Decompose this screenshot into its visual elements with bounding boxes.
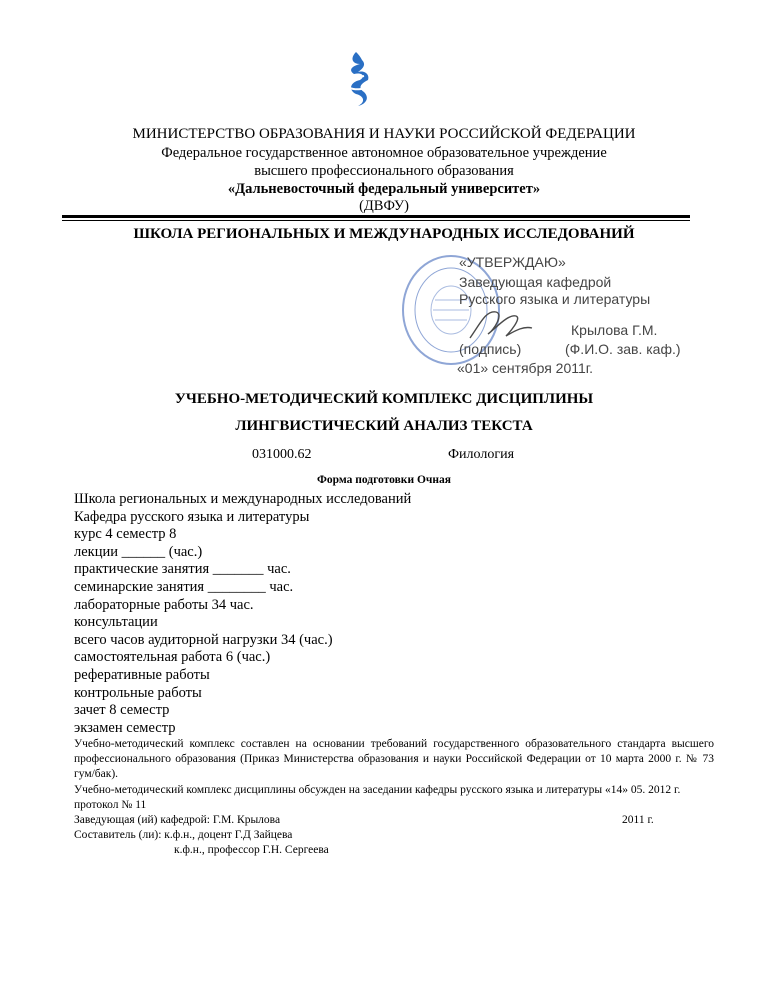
info-line: консультации xyxy=(74,614,158,631)
ministry-name: МИНИСТЕРСТВО ОБРАЗОВАНИЯ И НАУКИ РОССИЙСКОЙ ФЕДЕРАЦИИ xyxy=(132,126,636,142)
author-line-1: Составитель (ли): к.ф.н., доцент Г.Д Зайцева xyxy=(74,829,293,841)
info-line: контрольные работы xyxy=(74,684,202,701)
program-code: 031000.62 xyxy=(252,447,312,462)
approval-block xyxy=(395,246,715,386)
handwritten-signature-icon xyxy=(466,304,536,344)
specialty-name: Филология xyxy=(448,447,515,462)
info-line: семинарские занятия ________ час. xyxy=(74,578,294,595)
approval-head-name: Крылова Г.М. xyxy=(571,322,658,338)
name-caption: (Ф.И.О. зав. каф.) xyxy=(565,341,681,357)
basis-note: Учебно-методический комплекс составлен на основании требований государственного образовательного стандарта высшего профессионального образования (Приказ Министерства образования и науки Российской Федерации от 10 марта 2000 г. № 73 гум/бак). xyxy=(74,738,714,780)
header-divider-thin xyxy=(62,220,690,221)
info-line: экзамен семестр xyxy=(74,719,176,736)
info-line: самостоятельная работа 6 (час.) xyxy=(74,649,271,666)
education-level: высшего профессионального образования xyxy=(254,163,514,179)
school-name: ШКОЛА РЕГИОНАЛЬНЫХ И МЕЖДУНАРОДНЫХ ИССЛЕДОВАНИЙ xyxy=(133,226,635,242)
info-line: реферативные работы xyxy=(74,666,210,683)
head-signature-year: 2011 г. xyxy=(622,814,654,826)
info-line: практические занятия _______ час. xyxy=(74,561,291,578)
discussed-note: Учебно-методический комплекс дисциплины обсужден на заседании кафедры русского языка и литературы «14» 05. 2012 г. протокол № 11 xyxy=(74,784,681,811)
info-line: курс 4 семестр 8 xyxy=(74,526,177,543)
complex-title: УЧЕБНО-МЕТОДИЧЕСКИЙ КОМПЛЕКС ДИСЦИПЛИНЫ xyxy=(174,391,594,407)
university-abbr: (ДВФУ) xyxy=(359,198,409,214)
info-line: лекции ______ (час.) xyxy=(74,543,203,560)
approval-position: Заведующая кафедрой xyxy=(459,274,612,290)
head-signature-line: Заведующая (ий) кафедрой: Г.М. Крылова xyxy=(74,814,281,826)
header-divider-thick xyxy=(62,215,690,218)
info-line: зачет 8 семестр xyxy=(74,702,170,719)
course-info-list xyxy=(74,491,411,737)
university-name: «Дальневосточный федеральный университет» xyxy=(227,181,541,197)
approval-date: «01» сентября 2011г. xyxy=(457,360,594,376)
info-line: Кафедра русского языка и литературы xyxy=(74,508,310,525)
institution-type: Федеральное государственное автономное образовательное учреждение xyxy=(161,145,607,161)
study-form: Форма подготовки Очная xyxy=(317,474,451,486)
discipline-title: ЛИНГВИСТИЧЕСКИЙ АНАЛИЗ ТЕКСТА xyxy=(235,418,533,434)
approval-department: Русского языка и литературы xyxy=(459,291,651,307)
info-line: всего часов аудиторной нагрузки 34 (час.) xyxy=(74,631,333,648)
author-line-2: к.ф.н., профессор Г.Н. Сергеева xyxy=(174,844,329,856)
signature-caption: (подпись) xyxy=(459,341,522,357)
info-line: Школа региональных и международных исследований xyxy=(74,491,412,507)
approval-heading: «УТВЕРЖДАЮ» xyxy=(459,254,566,270)
info-line: лабораторные работы 34 час. xyxy=(74,596,254,613)
university-logo-icon xyxy=(340,50,374,108)
